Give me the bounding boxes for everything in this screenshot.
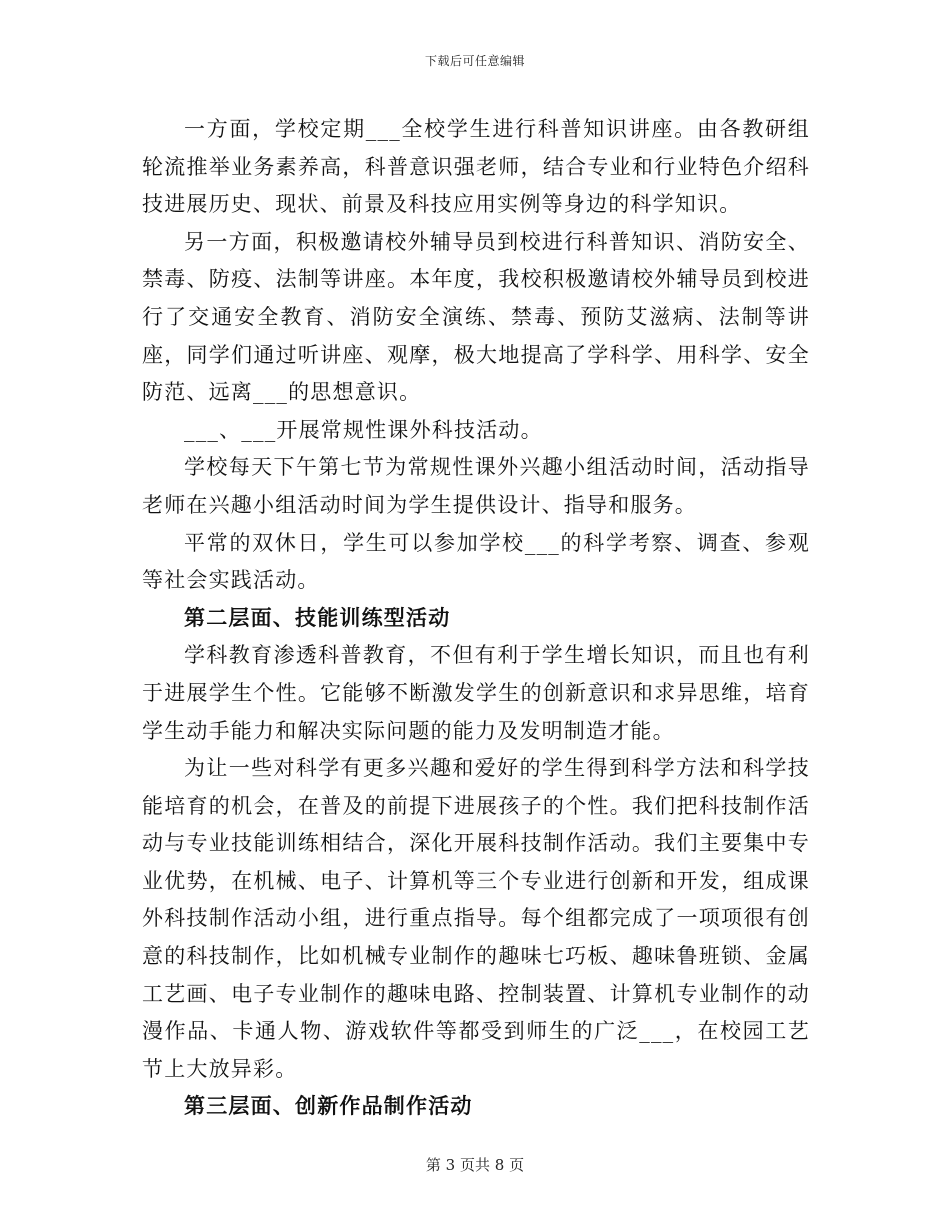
paragraph: 平常的双休日，学生可以参加学校___的科学考察、调查、参观等社会实践活动。 bbox=[142, 530, 810, 593]
section-heading: 第二层面、技能训练型活动 bbox=[184, 605, 451, 630]
section-heading: 第三层面、创新作品制作活动 bbox=[184, 1094, 473, 1119]
paragraph: 另一方面，积极邀请校外辅导员到校进行科普知识、消防安全、禁毒、防疫、法制等讲座。本年度，我校积极邀请校外辅导员到校进行了交通安全教育、消防安全演练、禁毒、预防艾滋病、法制等讲座，同学们通过听讲座、观摩，极大地提高了学科学、用科学、安全防范、远离___的思想意识。 bbox=[142, 229, 810, 405]
paragraph: 一方面，学校定期___全校学生进行科普知识讲座。由各教研组轮流推举业务素养高，科普意识强老师，结合专业和行业特色介绍科技进展历史、现状、前景及科技应用实例等身边的科学知识。 bbox=[142, 117, 810, 217]
page-footer: 第 3 页共 8 页 bbox=[425, 1156, 525, 1174]
page-header: 下载后可任意编辑 bbox=[424, 54, 525, 68]
page-body bbox=[142, 111, 810, 1126]
paragraph: 学科教育渗透科普教育，不但有利于学生增长知识，而且也有利于进展学生个性。它能够不断激发学生的创新意识和求异思维，培育学生动手能力和解决实际问题的能力及发明制造才能。 bbox=[142, 643, 810, 743]
paragraph: 学校每天下午第七节为常规性课外兴趣小组活动时间，活动指导老师在兴趣小组活动时间为学生提供设计、指导和服务。 bbox=[142, 455, 810, 517]
paragraph: ___、___开展常规性课外科技活动。 bbox=[184, 417, 543, 442]
paragraph: 为让一些对科学有更多兴趣和爱好的学生得到科学方法和科学技能培育的机会，在普及的前提下进展孩子的个性。我们把科技制作活动与专业技能训练相结合，深化开展科技制作活动。我们主要集中专业优势，在机械、电子、计算机等三个专业进行创新和开发，组成课外科技制作活动小组，进行重点指导。每个组都完成了一项项很有创意的科技制作，比如机械专业制作的趣味七巧板、趣味鲁班锁、金属工艺画、电子专业制作的趣味电路、控制装置、计算机专业制作的动漫作品、卡通人物、游戏软件等都受到师生的广泛___，在校园工艺节上大放异彩。 bbox=[142, 756, 810, 1081]
